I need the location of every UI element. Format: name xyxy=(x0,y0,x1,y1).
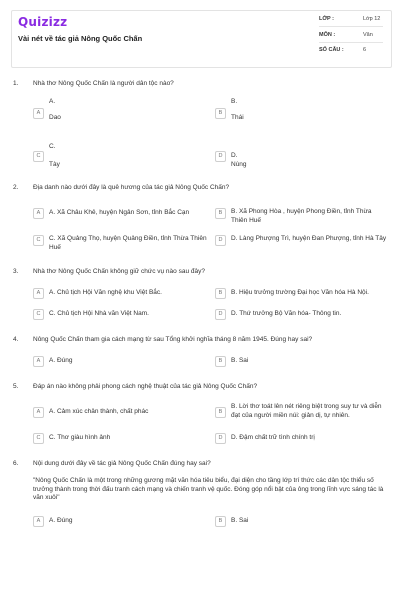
meta-subject-value: Văn xyxy=(363,32,373,38)
option-text: A. Xã Châu Khê, huyện Ngân Sơn, tỉnh Bắc Cạn xyxy=(49,209,190,216)
meta-count-label: SỐ CÂU : xyxy=(319,47,344,53)
option-text: B. Sai xyxy=(231,517,249,524)
quizizz-logo: Quizizz xyxy=(18,15,68,29)
option-text: B. Hiệu trưởng trường Đại học Văn hóa Hà Nội. xyxy=(231,289,369,296)
question-number: 4. xyxy=(13,336,19,343)
option-label: B. xyxy=(231,98,238,105)
question-number: 1. xyxy=(13,80,19,87)
meta-class-value: Lớp 12 xyxy=(363,16,381,22)
option-box[interactable]: A xyxy=(33,208,44,219)
option-box[interactable]: B xyxy=(215,407,226,418)
option-text: A. Cảm xúc chân thành, chất phác xyxy=(49,408,149,415)
meta-subject-label: MÔN : xyxy=(319,32,336,38)
question-number: 2. xyxy=(13,184,19,191)
option-text: B. Sai xyxy=(231,357,249,364)
meta-divider xyxy=(319,26,383,27)
question-number: 5. xyxy=(13,383,19,390)
option-text: C. Thơ giàu hình ảnh xyxy=(49,434,111,441)
option-text: Dao xyxy=(49,114,61,121)
option-box[interactable]: C xyxy=(33,309,44,320)
option-box[interactable]: B xyxy=(215,108,226,119)
option-box[interactable]: D xyxy=(215,309,226,320)
option-box[interactable]: D xyxy=(215,235,226,246)
option-text: Tày xyxy=(49,161,60,168)
option-box[interactable]: B xyxy=(215,208,226,219)
option-text: D. Đậm chất trữ tình chính trị xyxy=(231,434,315,441)
option-box[interactable]: A xyxy=(33,516,44,527)
option-text: D. Nùng xyxy=(231,152,247,168)
question-number: 6. xyxy=(13,460,19,467)
option-box[interactable]: A xyxy=(33,407,44,418)
option-label: C. xyxy=(49,143,56,150)
question-text: Nông Quốc Chấn tham gia cách mạng từ sau Tổng khởi nghĩa tháng 8 năm 1945. Đúng hay sai? xyxy=(33,336,313,343)
option-box[interactable]: D xyxy=(215,151,226,162)
option-box[interactable]: B xyxy=(215,516,226,527)
option-text: A. Chủ tịch Hội Văn nghệ khu Việt Bắc. xyxy=(49,289,162,296)
option-box[interactable]: B xyxy=(215,288,226,299)
option-text: D. Làng Phượng Trì, huyện Đan Phượng, tỉnh Hà Tây xyxy=(231,235,387,242)
worksheet-header xyxy=(11,10,392,68)
option-text: C. Chủ tịch Hội Nhà văn Việt Nam. xyxy=(49,310,149,317)
option-box[interactable]: A xyxy=(33,288,44,299)
option-box[interactable]: C xyxy=(33,151,44,162)
option-text: D. Thứ trưởng Bộ Văn hóa- Thông tin. xyxy=(231,310,342,317)
question-text: Nhà thơ Nông Quốc Chấn là người dân tộc nào? xyxy=(33,80,174,87)
option-box[interactable]: A xyxy=(33,356,44,367)
option-text: A. Đúng xyxy=(49,357,73,364)
option-text: A. Đúng xyxy=(49,517,73,524)
option-text: B. Lời thơ toát lên nét riêng biệt trong suy tư và diễn đạt của người miền núi: giản dị, tự nhiên. xyxy=(231,403,382,419)
question-text: Đáp án nào không phải phong cách nghệ thuật của tác giả Nông Quốc Chấn? xyxy=(33,383,258,390)
meta-count-value: 6 xyxy=(363,47,367,53)
meta-divider xyxy=(319,42,383,43)
option-text: B. Xã Phong Hòa , huyện Phong Điền, tỉnh Thừa Thiên Huế xyxy=(231,208,372,224)
question-quote: "Nông Quốc Chấn là một trong những gương mặt văn hóa tiêu biểu, đại diện cho tầng lớp trí thức các dân tộc thiểu số trưởng thành trong thời đấu tranh cách mạng và chiến tranh vệ quốc. Đóng góp nổi bật của ông trong lĩnh vực sáng tác là văn xuôi" xyxy=(33,477,384,501)
option-box[interactable]: C xyxy=(33,235,44,246)
worksheet-title: Vài nét về tác giả Nông Quốc Chấn xyxy=(18,34,143,43)
question-text: Nhà thơ Nông Quốc Chấn không giữ chức vụ nào sau đây? xyxy=(33,268,205,275)
option-box[interactable]: C xyxy=(33,433,44,444)
option-box[interactable]: B xyxy=(215,356,226,367)
question-text: Địa danh nào dưới đây là quê hương của tác giả Nông Quốc Chấn? xyxy=(33,184,230,191)
option-box[interactable]: A xyxy=(33,108,44,119)
option-text: C. Xã Quảng Thọ, huyện Quảng Điền, tỉnh Thừa Thiên Huế xyxy=(49,235,207,251)
question-text: Nội dung dưới đây về tác giả Nông Quốc Chấn đúng hay sai? xyxy=(33,460,211,467)
question-number: 3. xyxy=(13,268,19,275)
option-label: A. xyxy=(49,98,56,105)
meta-class-label: LỚP : xyxy=(319,16,334,22)
option-text: Thái xyxy=(231,114,244,121)
option-box[interactable]: D xyxy=(215,433,226,444)
